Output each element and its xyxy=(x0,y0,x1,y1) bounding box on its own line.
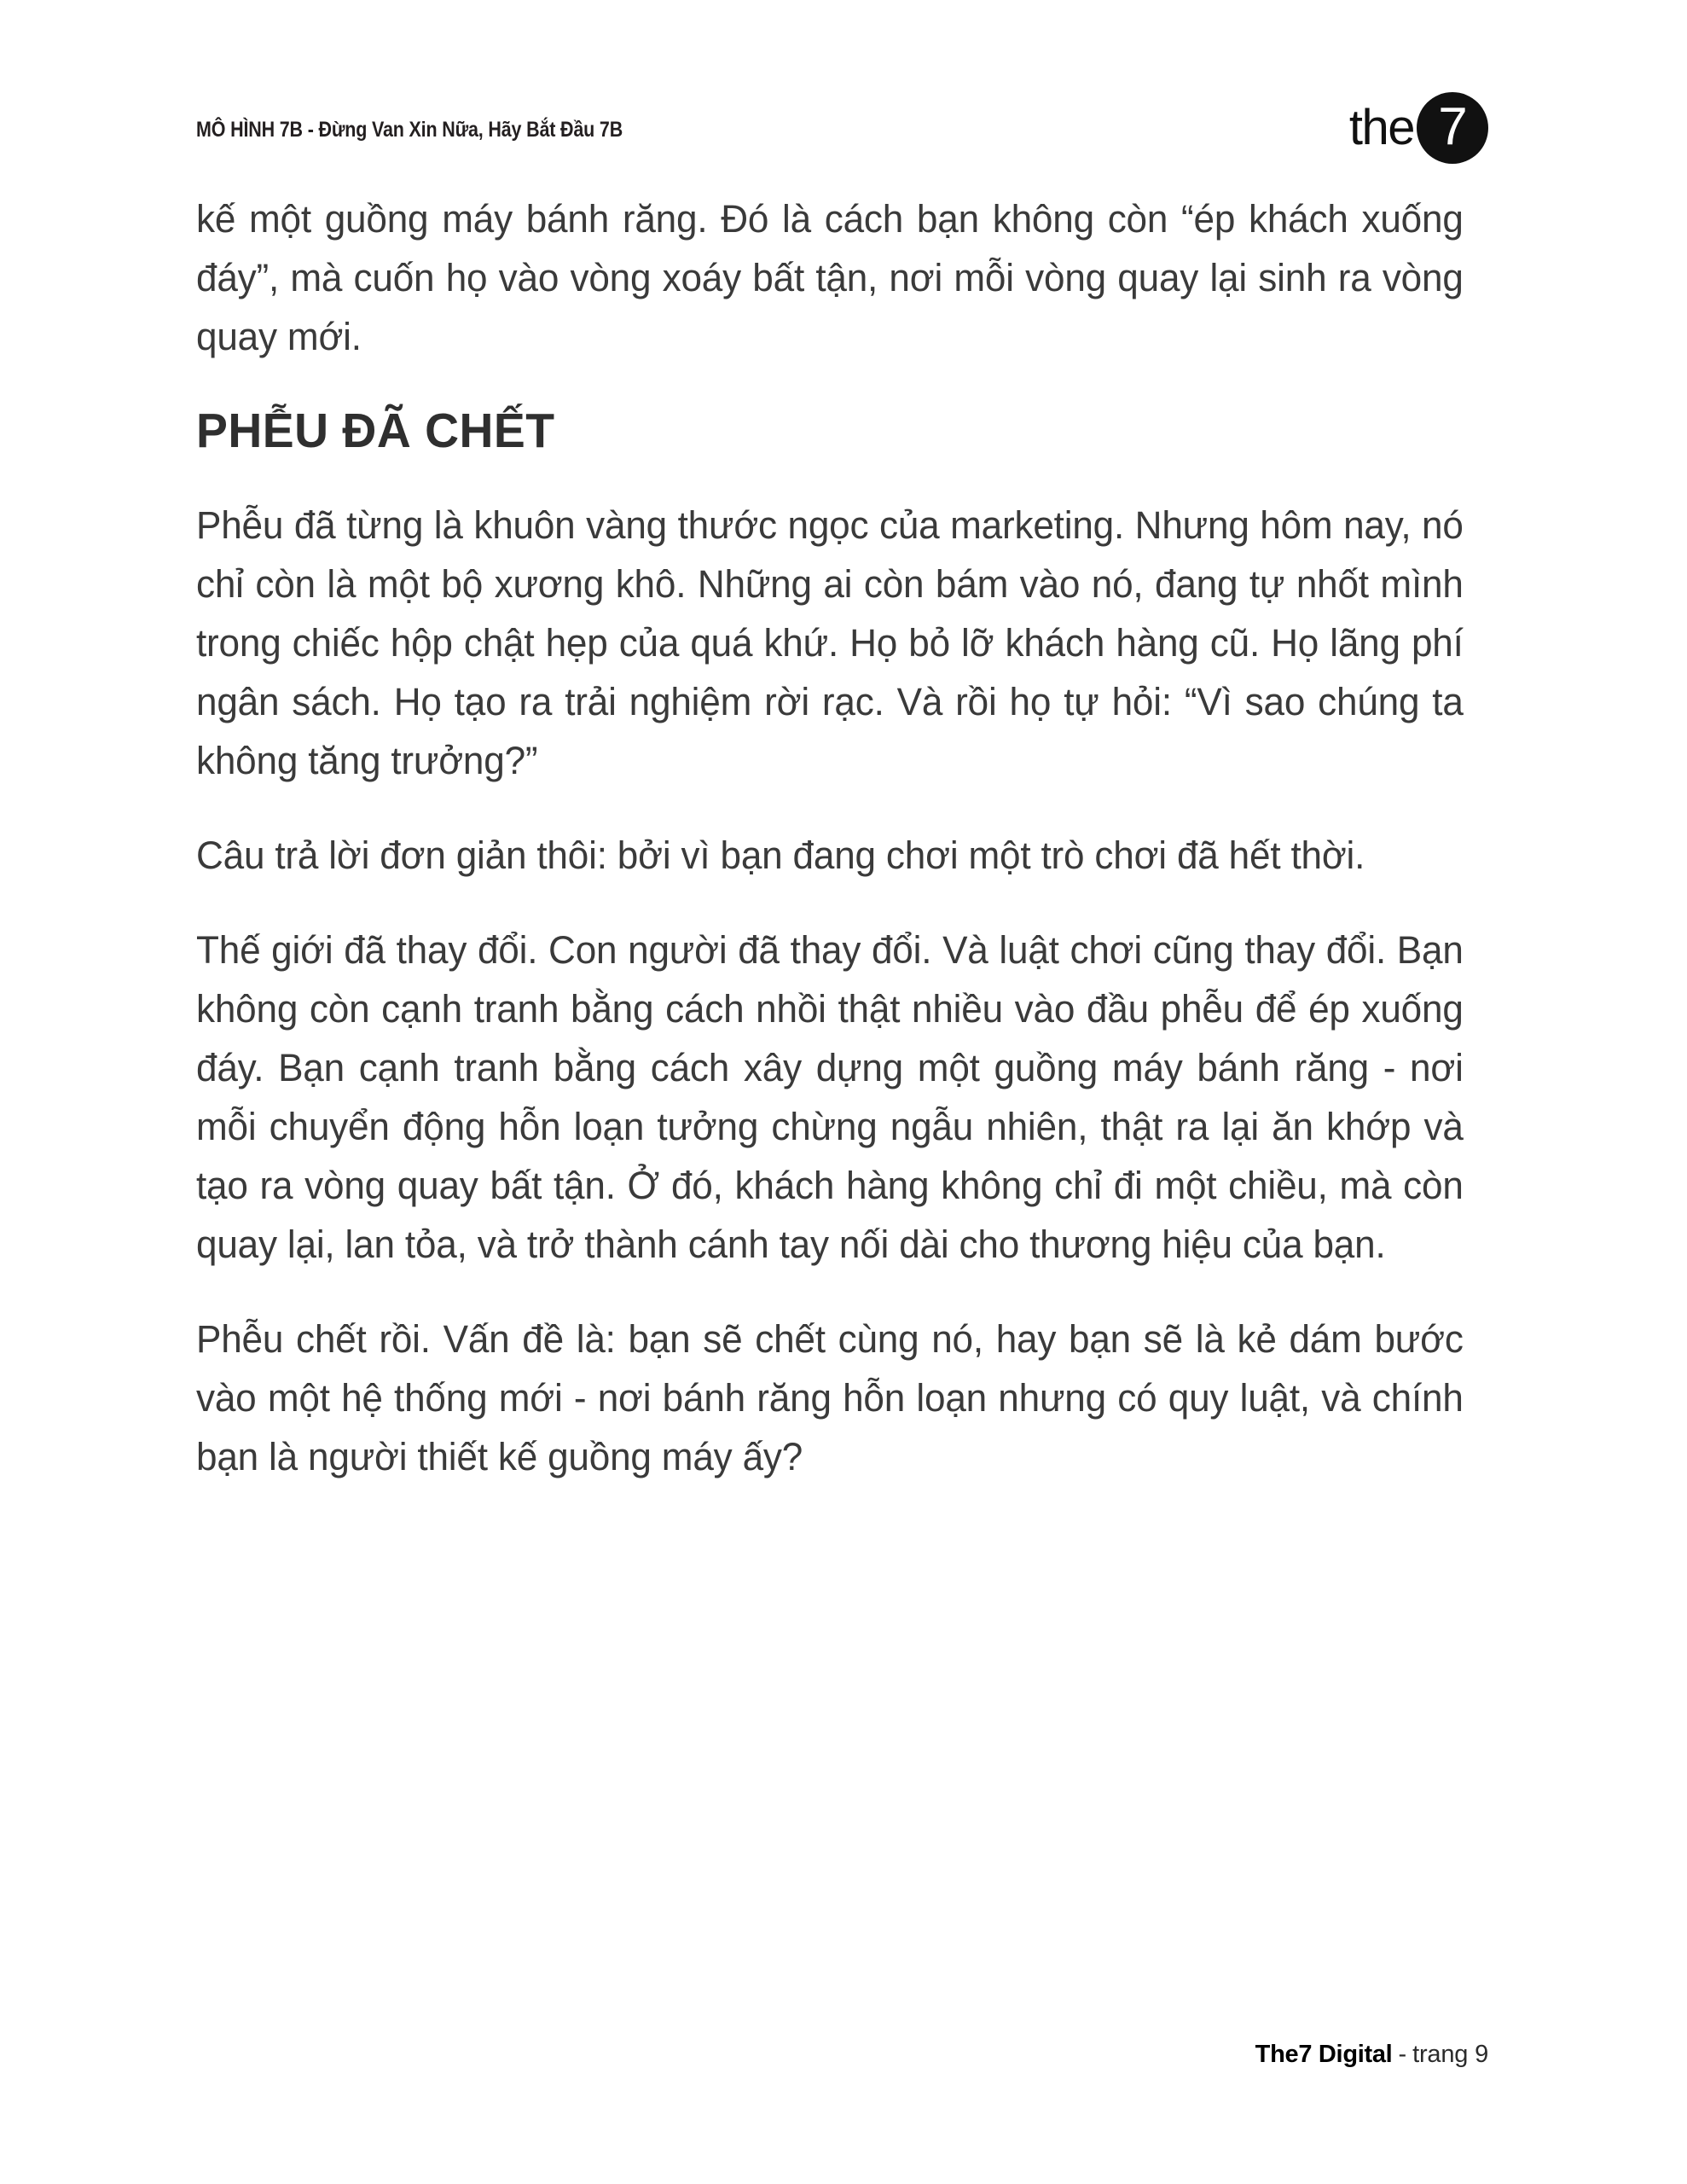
logo-numeral-seven: 7 xyxy=(1438,96,1467,156)
footer-page-number: trang 9 xyxy=(1412,2041,1488,2068)
paragraph-continued: kế một guồng máy bánh răng. Đó là cách bạn không còn “ép khách xuống đáy”, mà cuốn họ vào vòng xoáy bất tận, nơi mỗi vòng quay lại sinh ra vòng quay mới. xyxy=(196,197,1464,358)
paragraph-4: Phễu chết rồi. Vấn đề là: bạn sẽ chết cùng nó, hay bạn sẽ là kẻ dám bước vào một hệ thống mới - nơi bánh răng hỗn loạn nhưng có quy luật, và chính bạn là người thiết kế guồng máy ấy? xyxy=(196,1317,1464,1478)
footer-brand-label: The7 Digital xyxy=(1255,2041,1393,2068)
paragraph-3: Thế giới đã thay đổi. Con người đã thay đổi. Và luật chơi cũng thay đổi. Bạn không còn cạnh tranh bằng cách nhồi thật nhiều vào đầu phễu để ép xuống đáy. Bạn cạnh tranh bằng cách xây dựng một guồng máy bánh răng - nơi mỗi chuyển động hỗn loạn tưởng chừng ngẫu nhiên, thật ra lại ăn khớp và tạo ra vòng quay bất tận. Ở đó, khách hàng không chỉ đi một chiều, mà còn quay lại, lan tỏa, và trở thành cánh tay nối dài cho thương hiệu của bạn. xyxy=(196,928,1464,1266)
page-content xyxy=(196,189,1489,1486)
section-heading: PHỄU ĐÃ CHẾT xyxy=(196,404,555,458)
the7-logo xyxy=(1349,92,1488,164)
footer-separator: - xyxy=(1398,2041,1407,2068)
paragraph-1: Phễu đã từng là khuôn vàng thước ngọc của marketing. Nhưng hôm nay, nó chỉ còn là một bộ xương khô. Những ai còn bám vào nó, đang tự nhốt mình trong chiếc hộp chật hẹp của quá khứ. Họ bỏ lỡ khách hàng cũ. Họ lãng phí ngân sách. Họ tạo ra trải nghiệm rời rạc. Và rồi họ tự hỏi: “Vì sao chúng ta không tăng trưởng?” xyxy=(196,503,1464,782)
page-footer xyxy=(1255,2041,1488,2069)
paragraph-2: Câu trả lời đơn giản thôi: bởi vì bạn đang chơi một trò chơi đã hết thời. xyxy=(196,834,1365,877)
logo-circle-badge xyxy=(1417,92,1488,164)
running-header-title: MÔ HÌNH 7B - Đừng Van Xin Nữa, Hãy Bắt Đầu 7B xyxy=(196,118,623,142)
logo-wordmark-the: the xyxy=(1348,100,1414,155)
